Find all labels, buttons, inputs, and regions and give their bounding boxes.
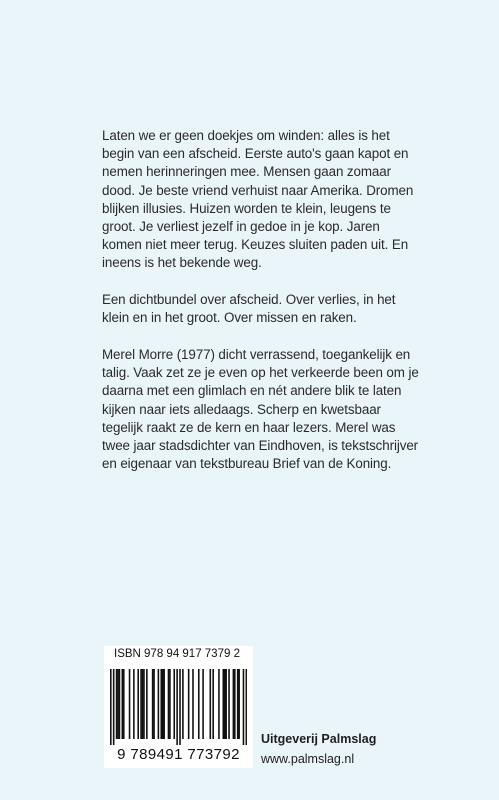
barcode-bar [143,669,145,739]
barcode-bar [222,669,224,739]
barcode-bar [129,669,131,739]
blurb-paragraph-intro: Laten we er geen doekjes om winden: alles is het begin van een afscheid. Eerste auto's gaan kapot en nemen herinneringen mee. Mensen gaan zomaar dood. Je beste vriend verhuist naar Amerika. Dromen blijken illusies. Huizen worden te klein, leugens te groot. Je verliest jezelf in gedoe in je kop. Jaren komen niet meer terug. Keuzes sluiten paden uit. En ineens is het bekende weg. [102,128,414,271]
barcode-guard-bar [176,669,178,745]
barcode-bar [158,669,160,739]
barcode-bar [182,669,184,739]
barcode-bar [228,669,230,739]
barcode-guard-bar [243,669,245,745]
barcode-bar [224,669,226,739]
publisher-website: www.palmslag.nl [261,752,355,766]
barcode-bar [234,669,236,739]
barcode-bar [146,669,148,739]
barcode-bar [163,669,165,739]
blurb-paragraph-author: Merel Morre (1977) dicht verrassend, toegankelijk en talig. Vaak zet ze je even op het verkeerde been om je daarna met een glimlach en nét andere blik te laten kijken naar iets alledaags. Scherp en kwetsbaar tegelijk raakt ze de kern en haar lezers. Merel was twee jaar stadsdichter van Eindhoven, is tekstschrijver en eigenaar van tekstbureau Brief van de Koning. [102,347,419,472]
barcode-digits: 9 789491 773792 [117,746,240,763]
barcode-bar [116,669,118,739]
barcode-bar [198,669,200,739]
barcode-bar [133,669,135,739]
barcode-bars [110,669,247,745]
barcode-bar [202,669,204,739]
barcode-guard-bar [179,669,181,745]
barcode-bar [210,669,212,739]
barcode-bar [162,669,164,739]
barcode-bar [212,669,214,739]
blurb-paragraph-summary: Een dichtbundel over afscheid. Over verlies, in het klein en in het groot. Over missen en raken. [102,292,396,326]
barcode-bar [123,669,125,739]
barcode-bar [160,669,162,739]
barcode-bar [137,669,139,739]
barcode-bar [233,669,235,739]
barcode-bar [238,669,240,739]
barcode-bar [153,669,155,739]
publisher-name: Uitgeverij Palmslag [261,732,377,746]
barcode-bar [173,669,175,739]
isbn-barcode [104,646,253,768]
barcode-bar [237,669,239,739]
barcode-bar [117,669,119,739]
barcode-guard-bar [110,669,112,745]
barcode-bar [152,669,154,739]
back-cover-blurb [102,127,422,492]
barcode-bar [122,669,124,739]
isbn-label: ISBN 978 94 917 7379 2 [114,648,240,660]
barcode-bar [225,669,227,739]
barcode-bar [188,669,190,739]
barcode-bar [140,669,142,739]
barcode-bar [168,669,170,739]
barcode-bar [192,669,194,739]
barcode-bar [169,669,171,739]
barcode-bar [119,669,121,739]
barcode-bar [142,669,144,739]
barcode-bar [218,669,220,739]
barcode-guard-bar [113,669,115,745]
barcode-guard-bar [246,669,247,745]
